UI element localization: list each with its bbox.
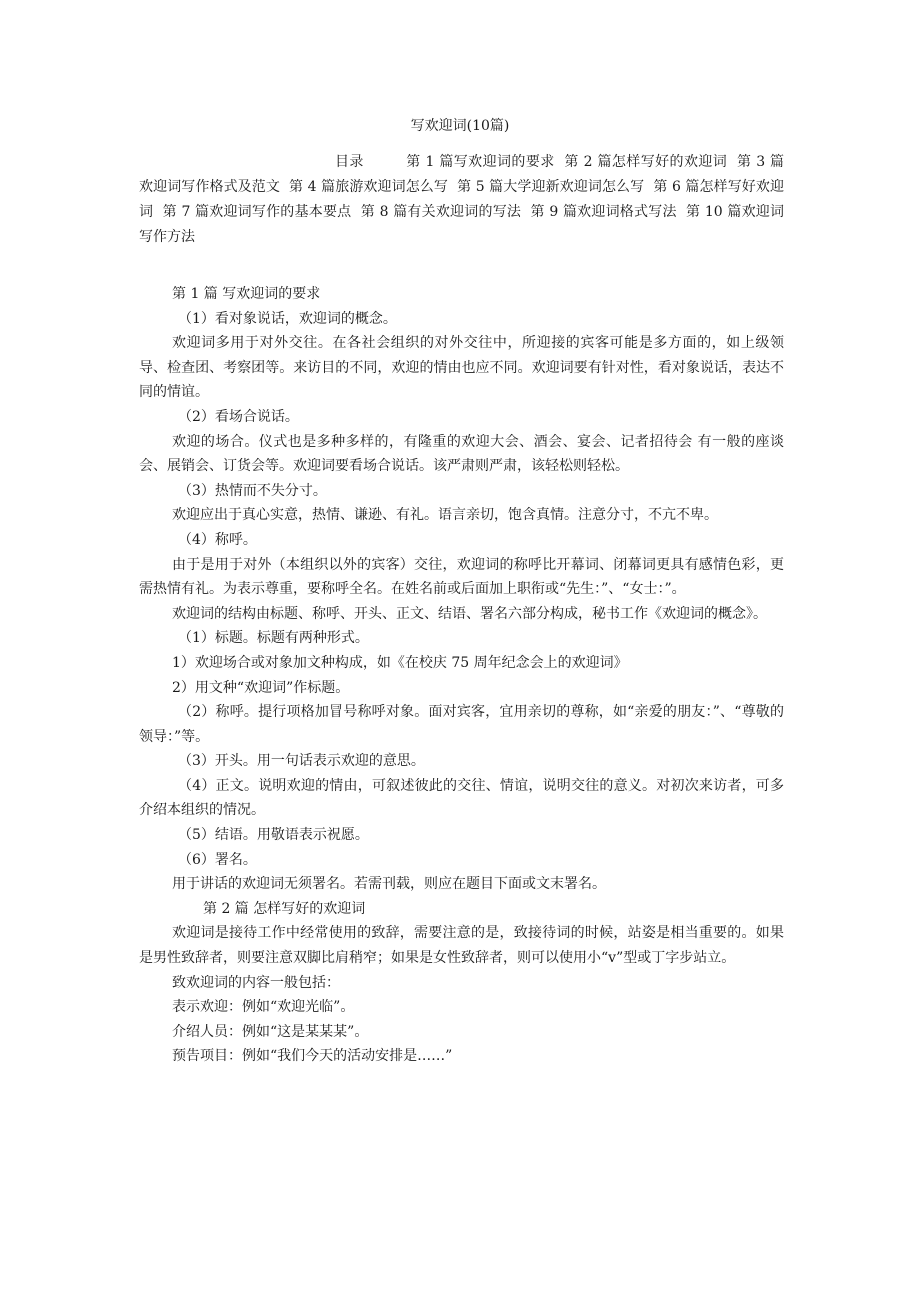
paragraph: 2）用文种“欢迎词”作标题。 bbox=[172, 679, 350, 696]
section-heading: 第 1 篇 写欢迎词的要求 bbox=[172, 286, 321, 302]
document-body bbox=[139, 282, 784, 1069]
paragraph: 介绍人员：例如“这是某某某”。 bbox=[172, 1023, 369, 1040]
toc-item: 第 9 篇欢迎词格式写法 bbox=[530, 204, 677, 220]
paragraph: （4）正文。说明欢迎的情由，可叙述彼此的交往、情谊，说明交往的意义。对初次来访者，可多介绍本组织的情况。 bbox=[139, 777, 784, 819]
paragraph: （1）看对象说话，欢迎词的概念。 bbox=[178, 310, 397, 327]
paragraph: 由于是用于对外（本组织以外的宾客）交往，欢迎词的称呼比开幕词、闭幕词更具有感情色彩，更需热情有礼。为表示尊重，要称呼全名。在姓名前或后面加上职衔或“先生：”、“女士：”。 bbox=[139, 556, 784, 598]
paragraph: 欢迎词的结构由标题、称呼、开头、正文、结语、署名六部分构成，秘书工作《欢迎词的概念》。 bbox=[172, 605, 767, 622]
paragraph: （4）称呼。 bbox=[178, 531, 257, 548]
paragraph: 预告项目：例如“我们今天的活动安排是……” bbox=[172, 1048, 453, 1065]
toc-item: 第 2 篇怎样写好的欢迎词 bbox=[564, 154, 728, 170]
toc-item: 第 8 篇有关欢迎词的写法 bbox=[360, 204, 522, 220]
toc-label: 目录 bbox=[335, 154, 364, 170]
toc-item: 第 4 篇旅游欢迎词怎么写 bbox=[289, 179, 448, 195]
paragraph: （2）看场合说话。 bbox=[178, 408, 299, 425]
paragraph: （3）开头。用一句话表示欢迎的意思。 bbox=[178, 753, 425, 770]
paragraph: （6）署名。 bbox=[178, 851, 257, 868]
paragraph: 用于讲话的欢迎词无须署名。若需刊载，则应在题目下面或文末署名。 bbox=[172, 876, 606, 893]
section-heading: 第 2 篇 怎样写好的欢迎词 bbox=[203, 900, 366, 917]
toc-item: 第 1 篇写欢迎词的要求 bbox=[405, 154, 555, 170]
toc-item: 第 7 篇欢迎词写作的基本要点 bbox=[162, 204, 352, 220]
paragraph: 欢迎应出于真心实意，热情、谦逊、有礼。语言亲切，饱含真情。注意分寸，不亢不卑。 bbox=[172, 507, 718, 524]
toc-item: 第 6 篇怎样写好欢迎词 bbox=[139, 179, 784, 220]
paragraph: （3）热情而不失分寸。 bbox=[178, 482, 327, 499]
toc-item: 第 10 篇欢迎词写作方法 bbox=[139, 204, 785, 245]
paragraph: 欢迎词是接待工作中经常使用的致辞，需要注意的是，致接待词的时候，站姿是相当重要的。如果是男性致辞者，则要注意双脚比肩稍窄；如果是女性致辞者，则可以使用小“v”型或丁字步站立。 bbox=[139, 925, 784, 967]
paragraph: （5）结语。用敬语表示祝愿。 bbox=[178, 827, 369, 844]
document-title: 写欢迎词(10篇) bbox=[410, 118, 510, 134]
paragraph: （1）标题。标题有两种形式。 bbox=[178, 630, 369, 647]
paragraph: （2）称呼。提行项格加冒号称呼对象。面对宾客，宜用亲切的尊称，如“亲爱的朋友：”、“尊敬的领导：”等。 bbox=[139, 704, 784, 745]
paragraph: 欢迎的场合。仪式也是多种多样的，有隆重的欢迎大会、酒会、宴会、记者招待会 有一般的座谈会、展销会、订货会等。欢迎词要看场合说话。该严肃则严肃，该轻松则轻松。 bbox=[139, 433, 784, 475]
toc-item: 第 3 篇欢迎词写作格式及范文 bbox=[139, 154, 784, 195]
paragraph: 欢迎词多用于对外交往。在各社会组织的对外交往中，所迎接的宾客可能是多方面的，如上级领导、检查团、考察团等。来访目的不同，欢迎的情由也应不同。欢迎词要有针对性，看对象说话，表达不同的情谊。 bbox=[139, 335, 784, 401]
paragraph: 致欢迎词的内容一般包括： bbox=[172, 974, 340, 991]
table-of-contents bbox=[139, 150, 784, 250]
toc-item: 第 5 篇大学迎新欢迎词怎么写 bbox=[457, 179, 645, 195]
paragraph: 1）欢迎场合或对象加文种构成，如《在校庆 75 周年纪念会上的欢迎词》 bbox=[172, 654, 628, 671]
paragraph: 表示欢迎：例如“欢迎光临”。 bbox=[172, 999, 355, 1016]
